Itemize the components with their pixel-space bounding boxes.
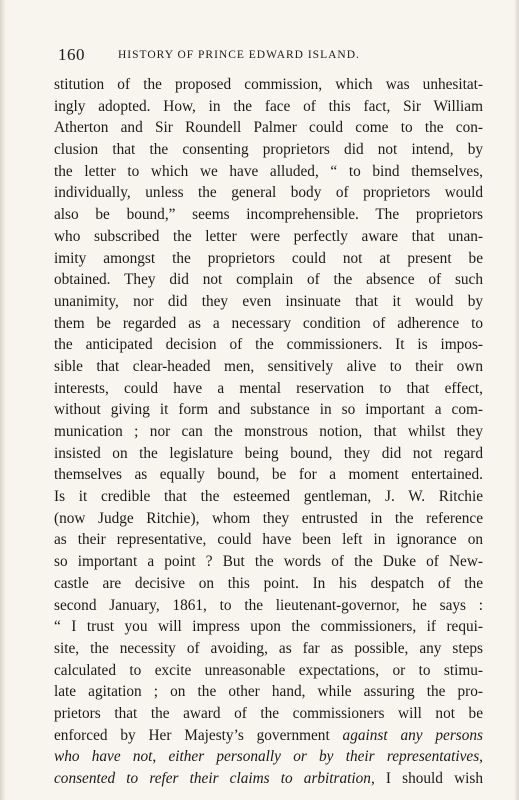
text-line: Is it credible that the esteemed gentleman, J. W. Ritchie (54, 488, 483, 506)
text-line: ingly adopted. How, in the face of this fact, Sir William (54, 97, 483, 115)
page-number: 160 (58, 45, 85, 64)
text-line: munication ; nor can the monstrous notion, that whilst they (54, 423, 483, 440)
text-line: site, the necessity of avoiding, as far as possible, any steps (54, 639, 483, 657)
page-edge-shadow-right (514, 0, 519, 800)
text-line: clusion that the consenting proprietors did not intend, by (54, 141, 483, 159)
body-text (54, 74, 483, 790)
text-line (54, 768, 483, 790)
text-line: individually, unless the general body of proprietors would (54, 184, 483, 202)
text-line: the anticipated decision of the commissioners. It is impos- (54, 336, 483, 354)
text-line: (now Judge Ritchie), whom they entrusted in the reference (54, 509, 483, 527)
text-line (54, 746, 483, 768)
italic-text-run: who have not (54, 748, 153, 766)
text-line: Atherton and Sir Roundell Palmer could come to the con- (54, 119, 483, 137)
text-line: themselves as equally bound, be for a moment entertained. (54, 466, 483, 484)
text-line (54, 725, 483, 747)
text-run: enforced by Her Majesty’s government (54, 726, 343, 744)
text-run: , I should wish (370, 770, 483, 787)
text-line: late agitation ; on the other hand, while assuring the pro- (54, 683, 483, 701)
text-line: insisted on the legislature being bound, they did not regard (54, 444, 483, 462)
page-edge-shadow-left (0, 0, 6, 800)
text-line: prietors that the award of the commissioners will not be (54, 704, 483, 722)
text-line: second January, 1861, to the lieutenant-governor, he says : (54, 596, 483, 614)
text-line: without giving it form and substance in so important a com- (54, 401, 483, 419)
text-line: sible that clear-headed men, sensitively alive to their own (54, 357, 483, 375)
text-line: also be bound,” seems incomprehensible. The proprietors (54, 206, 483, 224)
text-line: who subscribed the letter were perfectly aware that unan- (54, 227, 483, 245)
text-line: obtained. They did not complain of the absence of such (54, 271, 483, 289)
text-line: stitution of the proposed commission, which was unhesitat- (54, 76, 483, 93)
italic-text-run: against any persons (342, 726, 483, 744)
text-line: imity amongst the proprietors could not at present be (54, 249, 483, 267)
text-line: so important a point ? But the words of the Duke of New- (54, 553, 483, 571)
italic-text-run: either personally or by their representatives, (168, 748, 483, 766)
text-line: calculated to excite unreasonable expectations, or to stimu- (54, 661, 483, 679)
text-line: “ I trust you will impress upon the commissioners, if requi- (54, 618, 483, 636)
text-line: interests, could have a mental reservation to that effect, (54, 379, 483, 397)
page-header (58, 45, 478, 69)
text-line: the letter to which we have alluded, “ to bind themselves, (54, 162, 483, 180)
text-line: them be regarded as a necessary condition of adherence to (54, 314, 483, 332)
text-line: unanimity, nor did they even insinuate that it would by (54, 292, 483, 310)
text-line: castle are decisive on this point. In his despatch of the (54, 574, 483, 592)
running-head: HISTORY OF PRINCE EDWARD ISLAND. (118, 49, 360, 61)
italic-text-run: consented to refer their claims to arbitration (54, 770, 371, 787)
text-run: , (152, 748, 169, 766)
text-line: as their representative, could have been left in ignorance on (54, 531, 483, 549)
